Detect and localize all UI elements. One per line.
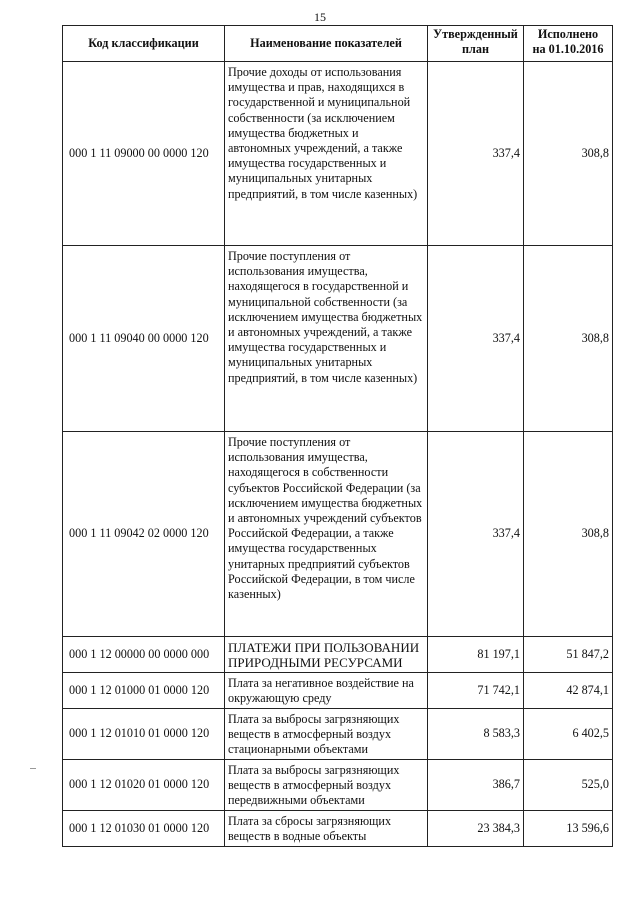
row-plan: 337,4 (428, 62, 524, 246)
margin-mark (30, 768, 36, 769)
row-code: 000 1 12 01010 01 0000 120 (63, 709, 225, 760)
row-code: 000 1 11 09000 00 0000 120 (63, 62, 225, 246)
row-plan: 23 384,3 (428, 811, 524, 847)
row-name: Прочие доходы от использования имущества и прав, находящихся в государственной и муниципальной собственности (за исключением имущества бюджетных и автономных учреждений, а также имущества государственных и муниципальных унитарных предприятий, в том числе казенных) (225, 62, 428, 246)
row-exec: 308,8 (524, 432, 613, 637)
header-plan (428, 26, 524, 62)
row-code: 000 1 12 01030 01 0000 120 (63, 811, 225, 847)
table-row (63, 432, 613, 637)
page-number: 15 (314, 10, 326, 24)
row-code: 000 1 11 09042 02 0000 120 (63, 432, 225, 637)
header-plan-line1: Утвержденный (433, 27, 518, 41)
row-code: 000 1 12 01000 01 0000 120 (63, 673, 225, 709)
header-plan-line2: план (462, 42, 489, 57)
row-name: Прочие поступления от использования имущества, находящегося в собственности субъектов Российской Федерации (за исключением имущества бюджетных и автономных учреждений субъектов Российской Федерации, а также имущества государственных унитарных предприятий субъектов Российской Федерации, в том числе казенных) (225, 432, 428, 637)
row-name: Плата за выбросы загрязняющих веществ в атмосферный воздух передвижными объектами (225, 760, 428, 811)
header-exec-line2: на 01.10.2016 (532, 42, 604, 57)
table-row (63, 709, 613, 760)
row-plan: 8 583,3 (428, 709, 524, 760)
row-exec: 525,0 (524, 760, 613, 811)
row-name: Плата за выбросы загрязняющих веществ в атмосферный воздух стационарными объектами (225, 709, 428, 760)
row-code: 000 1 12 01020 01 0000 120 (63, 760, 225, 811)
row-plan: 337,4 (428, 246, 524, 432)
row-plan: 386,7 (428, 760, 524, 811)
header-exec-line1: Исполнено (537, 27, 599, 41)
row-name: ПЛАТЕЖИ ПРИ ПОЛЬЗОВАНИИ ПРИРОДНЫМИ РЕСУРСАМИ (225, 637, 428, 673)
table-row (63, 673, 613, 709)
header-name: Наименование показателей (225, 26, 428, 62)
header-exec (524, 26, 613, 62)
row-name: Плата за сбросы загрязняющих веществ в водные объекты (225, 811, 428, 847)
row-name: Плата за негативное воздействие на окружающую среду (225, 673, 428, 709)
row-exec: 42 874,1 (524, 673, 613, 709)
table-header-row (63, 26, 613, 62)
row-exec: 6 402,5 (524, 709, 613, 760)
table-row (63, 811, 613, 847)
row-plan: 81 197,1 (428, 637, 524, 673)
table-row (63, 62, 613, 246)
table-row (63, 637, 613, 673)
row-plan: 337,4 (428, 432, 524, 637)
table-row (63, 760, 613, 811)
row-plan: 71 742,1 (428, 673, 524, 709)
row-code: 000 1 12 00000 00 0000 000 (63, 637, 225, 673)
row-exec: 13 596,6 (524, 811, 613, 847)
table-row (63, 246, 613, 432)
header-code: Код классификации (63, 26, 225, 62)
row-exec: 308,8 (524, 62, 613, 246)
row-exec: 51 847,2 (524, 637, 613, 673)
row-exec: 308,8 (524, 246, 613, 432)
row-name: Прочие поступления от использования имущества, находящегося в государственной и муниципальной собственности (за исключением имущества бюджетных и автономных учреждений, а также имущества государственных и муниципальных унитарных предприятий, в том числе казенных) (225, 246, 428, 432)
budget-table (62, 25, 613, 847)
row-code: 000 1 11 09040 00 0000 120 (63, 246, 225, 432)
